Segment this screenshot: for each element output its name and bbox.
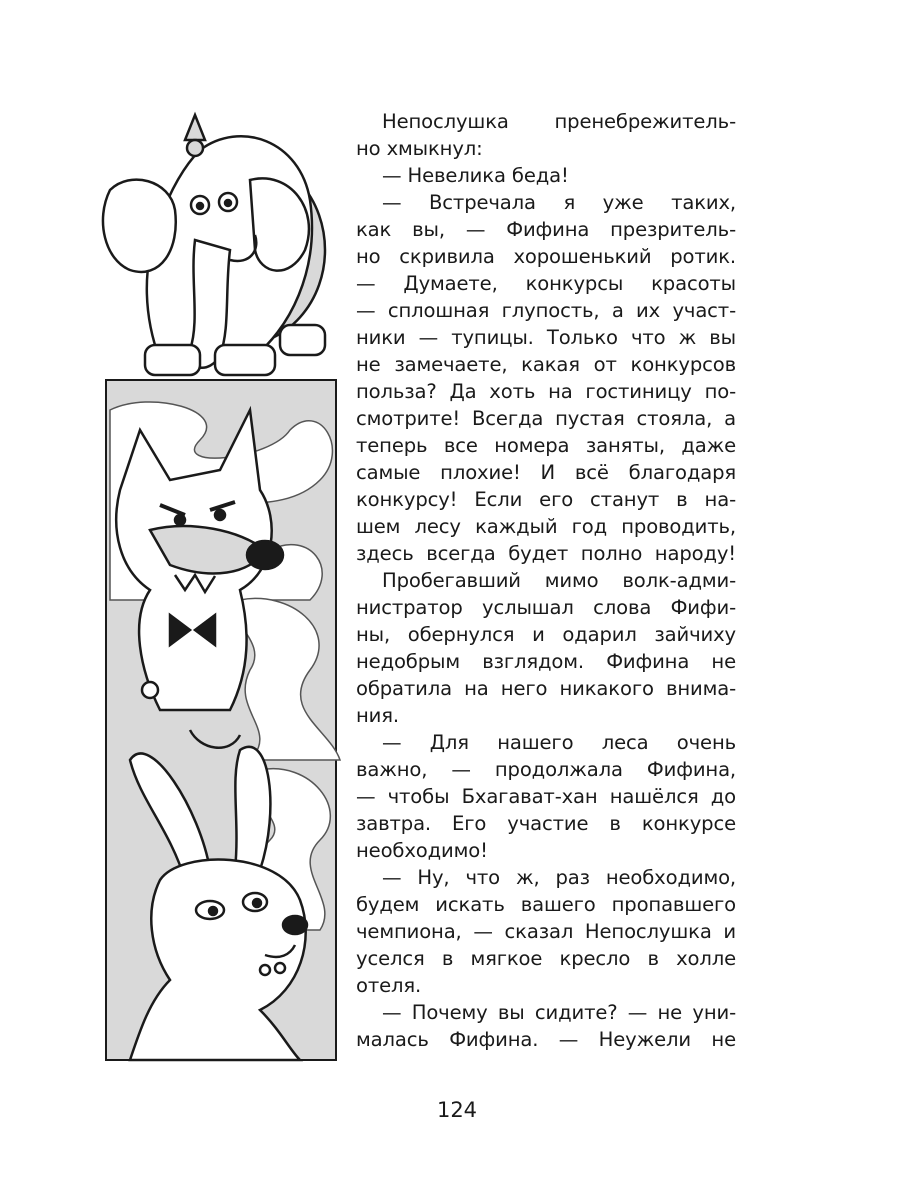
text-line: — чтобы Бхагават-хан нашёлся до xyxy=(356,785,736,808)
text-line: завтра. Его участие в конкурсе xyxy=(356,812,736,835)
text-line: польза? Да хоть на гостиницу по- xyxy=(356,380,736,403)
text-line: необходимо! xyxy=(356,839,488,862)
page-number: 124 xyxy=(436,1098,478,1122)
text-line: не замечаете, какая от конкурсов xyxy=(356,353,736,376)
text-line: малась Фифина. — Неужели не xyxy=(356,1028,736,1051)
text-line: отеля. xyxy=(356,974,422,997)
text-line: чемпиона, — сказал Непослушка и xyxy=(356,920,736,943)
text-line: самые плохие! И всё благодаря xyxy=(356,461,736,484)
text-line: — Думаете, конкурсы красоты xyxy=(356,272,736,295)
text-line: обратила на него никакого внима- xyxy=(356,677,736,700)
text-line: — Для нашего леса очень xyxy=(382,731,736,754)
text-line: теперь все номера заняты, даже xyxy=(356,434,736,457)
text-line: Непослушка пренебрежитель- xyxy=(382,110,736,133)
text-line: — Почему вы сидите? — не уни- xyxy=(382,1001,736,1024)
text-line: важно, — продолжала Фифина, xyxy=(356,758,736,781)
text-line: — Встречала я уже таких, xyxy=(382,191,736,214)
text-line: но скривила хорошенький ротик. xyxy=(356,245,736,268)
text-line: — Ну, что ж, раз необходимо, xyxy=(382,866,736,889)
text-line: Пробегавший мимо волк-адми- xyxy=(382,569,736,592)
text-line: — Невелика беда! xyxy=(382,164,569,187)
body-text xyxy=(356,108,736,1053)
text-line: как вы, — Фифина презритель- xyxy=(356,218,736,241)
text-line: конкурсу! Если его станут в на- xyxy=(356,488,736,511)
illustration-svg xyxy=(90,110,350,1070)
elephant-icon xyxy=(103,115,325,375)
text-line: — сплошная глупость, а их участ- xyxy=(356,299,736,322)
text-line: здесь всегда будет полно народу! xyxy=(356,542,736,565)
text-line: смотрите! Всегда пустая стояла, а xyxy=(356,407,736,430)
text-line: ния. xyxy=(356,704,399,727)
text-line: ны, обернулся и одарил зайчиху xyxy=(356,623,736,646)
text-line: нистратор услышал слова Фифи- xyxy=(356,596,736,619)
text-line: но хмыкнул: xyxy=(356,137,483,160)
text-line: уселся в мягкое кресло в холле xyxy=(356,947,736,970)
text-line: ники — тупицы. Только что ж вы xyxy=(356,326,736,349)
text-line: недобрым взглядом. Фифина не xyxy=(356,650,736,673)
illustration xyxy=(90,110,350,1070)
text-line: будем искать вашего пропавшего xyxy=(356,893,736,916)
text-line: шем лесу каждый год проводить, xyxy=(356,515,736,538)
